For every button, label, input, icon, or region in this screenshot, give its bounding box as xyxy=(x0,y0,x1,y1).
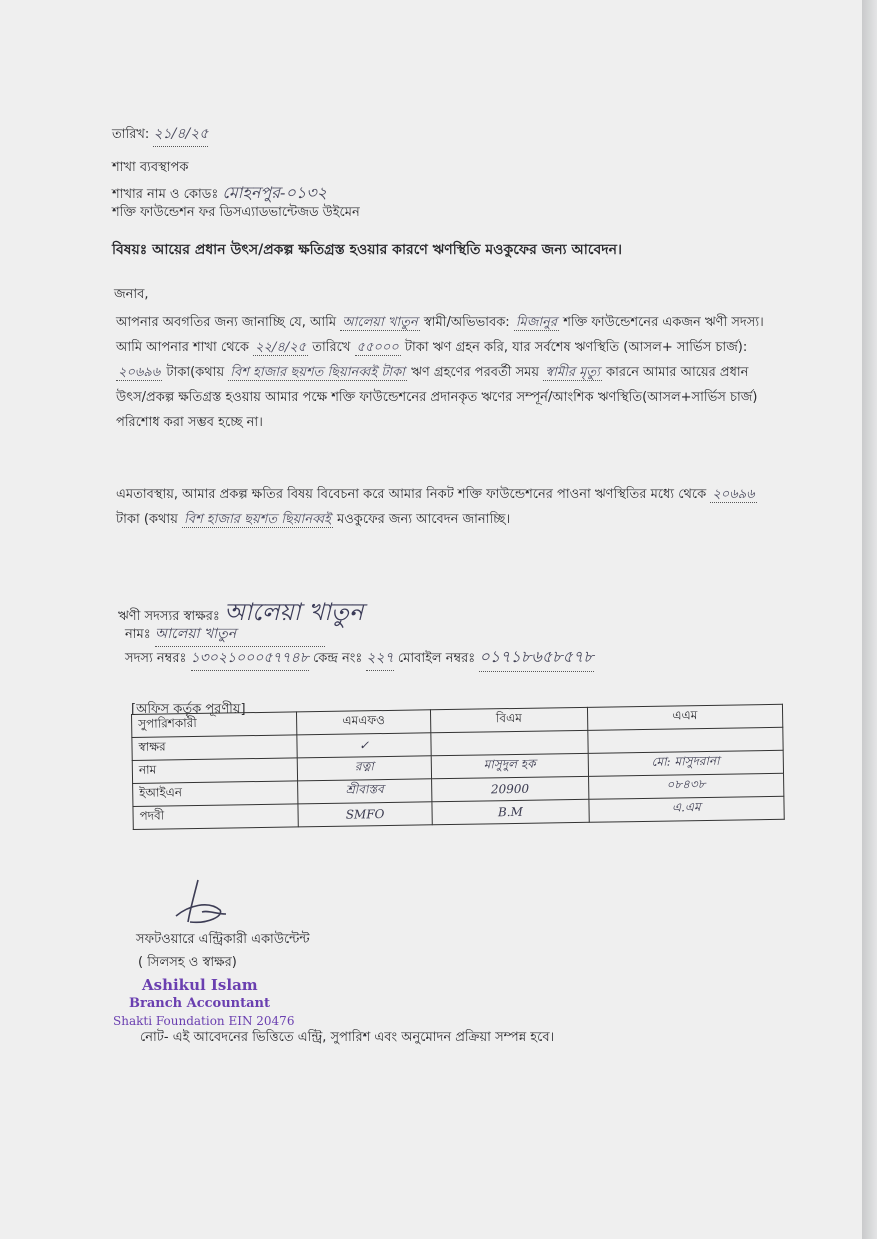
p1-text-4: তারিখে xyxy=(312,340,351,355)
loan-amount-fill: ৫৫০০০ xyxy=(356,340,399,355)
loan-date-fill: ২২/৪/২৫ xyxy=(255,340,307,355)
member-signature: আলেয়া খাতুন xyxy=(223,598,364,626)
office-cell: B.M xyxy=(432,799,589,824)
guardian-fill: মিজানুর xyxy=(515,315,558,330)
salutation: জনাব, xyxy=(114,287,149,302)
signature-label: ঋণী সদস্যর স্বাক্ষরঃ xyxy=(118,609,220,624)
balance-words-fill: বিশ হাজার ছয়শত ছিয়ানব্বই টাকা xyxy=(230,365,405,380)
member-name-fill: আলেয়া খাতুন xyxy=(342,315,418,330)
footer-note: নোট- এই আবেদনের ভিত্তিতে এন্ট্রি, সুপারিশ এবং অনুমোদন প্রক্রিয়া সম্পন্ন হবে। xyxy=(140,1030,555,1045)
office-cell: রত্না xyxy=(297,756,431,781)
p1-text-8: কারনে আমার আয়ের প্রধান উৎস/প্রকল্প ক্ষতিগ্রস্ত হওয়ায় আমার পক্ষে শক্তি ফাউন্ডেশনের প্রদানকৃত ঋণের সম্পূর্ন/আংশিক ঋণস্থিতি(আসল+সার্ভিস চার্জ) পরিশোধ করা সম্ভব হচ্ছে না। xyxy=(116,365,758,430)
office-table xyxy=(131,704,785,830)
office-row-label: স্বাক্ষর xyxy=(132,735,297,761)
member-number-line xyxy=(125,644,594,672)
balance-fill: ২০৬৯৬ xyxy=(118,365,161,380)
waive-words-fill: বিশ হাজার ছয়শত ছিয়ানব্বই xyxy=(184,512,331,527)
p2-text-1: এমতাবস্থায়, আমার প্রকল্প ক্ষতির বিষয় বিবেচনা করে আমার নিকট শক্তি ফাউন্ডেশনের পাওনা ঋণস্থিতির মধ্যে থেকে xyxy=(116,487,707,502)
office-row-label: নাম xyxy=(132,758,297,784)
subject-line: বিষয়ঃ আয়ের প্রধান উৎস/প্রকল্প ক্ষতিগ্রস্ত হওয়ার কারণে ঋণস্থিতি মওকুফের জন্য আবেদন। xyxy=(112,242,622,258)
center-label: কেন্দ্র নংঃ xyxy=(312,651,363,666)
center-value: ২২৭ xyxy=(366,646,393,671)
member-number-value: ১৩০২১০০০৫৭৭৪৮ xyxy=(191,646,309,671)
name-label: নামঃ xyxy=(125,627,151,642)
p2-text-3: মওকুফের জন্য আবেদন জানাচ্ছি। xyxy=(336,512,511,527)
p1-text-5: টাকা ঋণ গ্রহন করি, যার সর্বশেষ ঋণস্থিতি (আসল+ সার্ভিস চার্জ): xyxy=(404,340,748,355)
branch-label: শাখার নাম ও কোডঃ xyxy=(112,187,219,202)
p1-text-7: ঋণ গ্রহণের পরবর্তী সময় xyxy=(411,365,540,380)
office-cell: শ্রীবাস্তব xyxy=(298,779,432,804)
reason-fill: স্বামীর মৃত্যু xyxy=(545,365,600,380)
office-header-cell: এএম xyxy=(587,704,783,730)
body-paragraph-2 xyxy=(116,482,766,532)
member-name-value: আলেয়া খাতুন xyxy=(155,622,325,647)
p1-text-6: টাকা(কথায় xyxy=(166,365,225,380)
p2-text-2: টাকা (কথায় xyxy=(116,512,178,527)
office-cell: SMFO xyxy=(298,802,432,827)
office-cell: মো: মাসুদরানা xyxy=(588,750,784,776)
manager-line: শাখা ব্যবস্থাপক xyxy=(112,160,189,175)
stamp-org: Shakti Foundation EIN 20476 xyxy=(113,1014,295,1028)
office-header-cell: এমএফও xyxy=(296,710,430,735)
number-label: সদস্য নম্বরঃ xyxy=(125,651,187,666)
mobile-value: ০১৭১৮৬৫৮৫৭৮ xyxy=(479,644,593,672)
branch-value: মোহনপুর-০১৩২ xyxy=(222,183,328,202)
org-line: শক্তি ফাউন্ডেশন ফর ডিসএ্যাডভান্টেজড উইমেন xyxy=(112,205,360,220)
page-edge xyxy=(862,0,877,1239)
accountant-label: সফটওয়ারে এন্ট্রিকারী একাউন্টেন্ট xyxy=(136,932,310,947)
stamp-name: Ashikul Islam xyxy=(142,976,258,994)
office-caption: [অফিস কর্তৃক পূরণীয়] xyxy=(131,702,246,717)
office-row-label: পদবী xyxy=(133,804,298,830)
date-label: তারিখ: xyxy=(112,127,150,142)
accountant-signature-icon xyxy=(168,876,232,932)
date-line xyxy=(112,122,208,147)
stamp-title: Branch Accountant xyxy=(129,996,270,1011)
accountant-sub: ( সিলসহ ও স্বাক্ষর) xyxy=(138,955,237,970)
p1-text-3: শক্তি ফাউন্ডেশনের একজন ঋণী সদস্য। আমি আপনার শাখা থেকে xyxy=(116,315,764,355)
office-cell: মাসুদুল হক xyxy=(431,753,588,778)
mobile-label: মোবাইল নম্বরঃ xyxy=(397,651,476,666)
office-cell xyxy=(587,727,783,753)
body-paragraph-1 xyxy=(116,310,766,435)
p1-text-1: আপনার অবগতির জন্য জানাচ্ছি যে, আমি xyxy=(116,315,337,330)
waive-amount-fill: ২০৬৯৬ xyxy=(712,487,755,502)
p1-text-2: স্বামী/অভিভাবক: xyxy=(423,315,510,330)
office-cell xyxy=(431,730,588,755)
date-value: ২১/৪/২৫ xyxy=(153,122,208,147)
office-row-label: ইআইএন xyxy=(133,781,298,807)
office-cell: এ.এম xyxy=(588,796,784,822)
office-cell: 20900 xyxy=(432,776,589,801)
office-cell: ০৮৪৩৮ xyxy=(588,773,784,799)
office-header-cell: বিএম xyxy=(431,707,588,732)
office-header-cell: সুপারিশকারী xyxy=(132,712,297,738)
office-cell: ✓ xyxy=(297,733,431,758)
